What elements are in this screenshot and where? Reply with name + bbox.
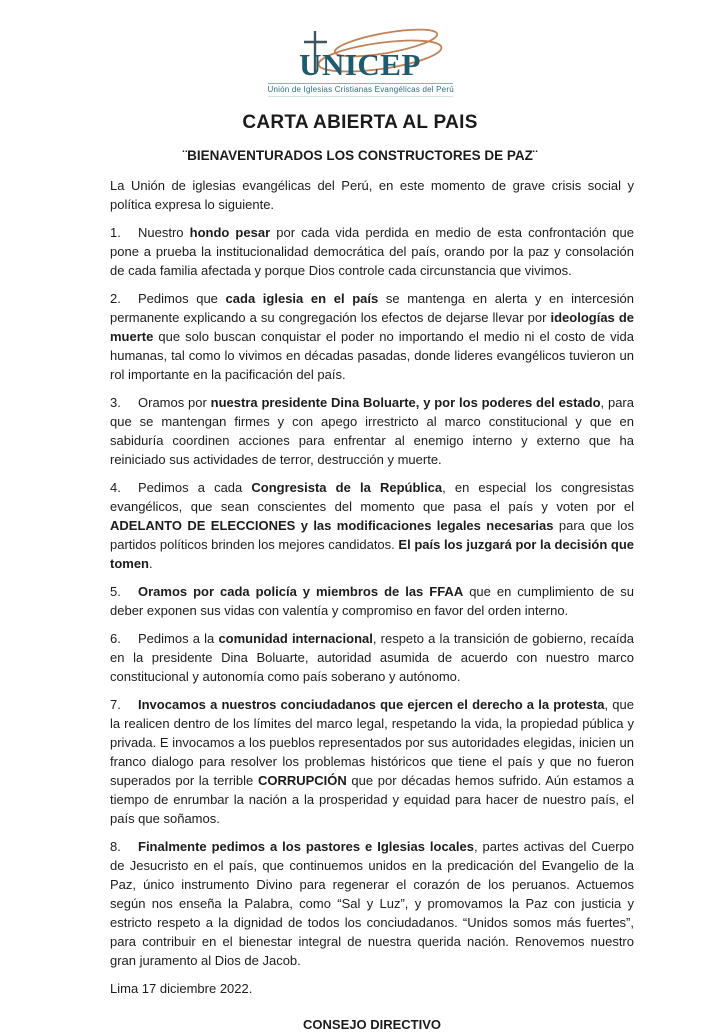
bold-text-run: ADELANTO DE ELECCIONES y las modificaciones legales necesarias [110, 518, 554, 533]
text-run: , para que se mantengan firmes y con apego irrestricto al marco constitucional y que en sabiduría coordinen acciones para enfrentar al enemigo interno y externo que ha reiniciado sus actividades de terror, destrucción y muerte. [110, 395, 634, 467]
text-run: Pedimos a cada [138, 480, 252, 495]
text-run: que por décadas hemos sufrido. Aún estamos a tiempo de enrumbar la nación a la prosperidad y equidad para hacer de nuestro país, el país que soñamos. [110, 773, 634, 826]
letter-title: CARTA ABIERTA AL PAIS [242, 112, 478, 133]
intro-paragraph: La Unión de iglesias evangélicas del Perú, en este momento de grave crisis social y política expresa lo siguiente. [110, 178, 634, 212]
scanned-letter-page [0, 33, 720, 1034]
numbered-paragraph [110, 582, 634, 620]
numbered-paragraph [110, 837, 634, 970]
letter-body [110, 176, 634, 1034]
item-number: 6. [110, 631, 121, 646]
text-run: , partes activas del Cuerpo de Jesucristo en el país, que continuemos unidos en la predicación del Evangelio de la Paz, único instrumento Divino para regenerar el corazón de los peruanos. Actuemos según nos enseña la Palabra, como “Sal y Luz”, y promovamos la Paz con justicia y estricto respeto a la dignidad de todos los conciudadanos. “Unidos somos más fuertes”, para contribuir en el bienestar integral de nuestra querida nación. Renovemos nuestro gran juramento al Dios de Jacob. [110, 839, 634, 968]
item-number: 7. [110, 697, 121, 712]
numbered-paragraph [110, 695, 634, 828]
numbered-items [110, 223, 634, 970]
bold-text-run: Oramos por cada policía y miembros de las FFAA [138, 584, 464, 599]
text-run: . [149, 556, 153, 571]
unicep-logo [268, 33, 453, 97]
date-line: Lima 17 diciembre 2022. [110, 981, 253, 996]
text-run: Pedimos a la [138, 631, 219, 646]
bold-text-run: ideologías de muerte [110, 310, 634, 344]
logo-wordmark: UNICEP [299, 47, 421, 82]
item-number: 4. [110, 480, 121, 495]
numbered-paragraph [110, 223, 634, 280]
numbered-paragraph [110, 629, 634, 686]
text-run: por cada vida perdida en medio de esta confrontación que pone a prueba la institucionalidad democrática del país, orando por la paz y consolación de cada familia afectada y porque Dios controle cada circunstancia que vivimos. [110, 225, 634, 278]
numbered-paragraph [110, 289, 634, 384]
text-run: Pedimos que [138, 291, 226, 306]
bold-text-run: cada iglesia en el país [225, 291, 379, 306]
text-run: Nuestro [138, 225, 190, 240]
item-number: 3. [110, 395, 121, 410]
text-run: se mantenga en alerta y en intercesión permanente explicando a su congregación los efectos de dejarse llevar por [110, 291, 635, 325]
text-run: , que la realicen dentro de los límites del marco legal, respetando la vida, la propiedad pública y privada. E invocamos a los pueblos representados por sus autoridades elegidas, inicien un franco dialogo para resolver los problemas históricos que tiene el país y que no fueron superados por la terrible [110, 697, 634, 788]
bold-text-run: nuestra presidente Dina Boluarte, y por los poderes del estado [210, 395, 601, 410]
item-number: 1. [110, 225, 121, 240]
bold-text-run: hondo pesar [189, 225, 271, 240]
numbered-paragraph [110, 393, 634, 469]
item-number: 5. [110, 584, 121, 599]
text-run: que solo buscan conquistar el poder no importando el medio ni el costo de vida humanas, tal como lo vivimos en décadas pasadas, donde lideres evangélicos tuvieron un rol importante en la pacificación del país. [110, 329, 634, 382]
bold-text-run: CORRUPCIÓN [257, 773, 347, 788]
text-run: que en cumplimiento de su deber exponen sus vidas con valentía y compromiso en favor del orden interno. [110, 584, 635, 618]
item-number: 2. [110, 291, 121, 306]
signature-line: CONSEJO DIRECTIVO [303, 1017, 441, 1032]
letter-subtitle: ¨BIENAVENTURADOS LOS CONSTRUCTORES DE PAZ¨ [182, 148, 538, 163]
text-run: , en especial los congresistas evangélicos, que sean conscientes del momento que pasa el país y voten por el [110, 480, 634, 514]
numbered-paragraph [110, 478, 634, 573]
text-run: , respeto a la transición de gobierno, recaída en la presidente Dina Boluarte, autoridad asumida de acuerdo con nuestro marco constitucional y autonomía como país soberano y autónomo. [110, 631, 635, 684]
bold-text-run: Finalmente pedimos a los pastores e Iglesias locales [138, 839, 474, 854]
bold-text-run: Invocamos a nuestros conciudadanos que ejercen el derecho a la protesta [138, 697, 605, 712]
bold-text-run: Congresista de la República [251, 480, 443, 495]
item-number: 8. [110, 839, 121, 854]
text-run: Oramos por [138, 395, 211, 410]
bold-text-run: El país los juzgará por la decisión que tomen [110, 537, 634, 571]
logo-tagline: Unión de Iglesias Cristianas Evangélicas del Perú [268, 83, 453, 97]
text-run: para que los partidos políticos brinden los mejores candidatos. [110, 518, 634, 552]
bold-text-run: comunidad internacional [218, 631, 373, 646]
